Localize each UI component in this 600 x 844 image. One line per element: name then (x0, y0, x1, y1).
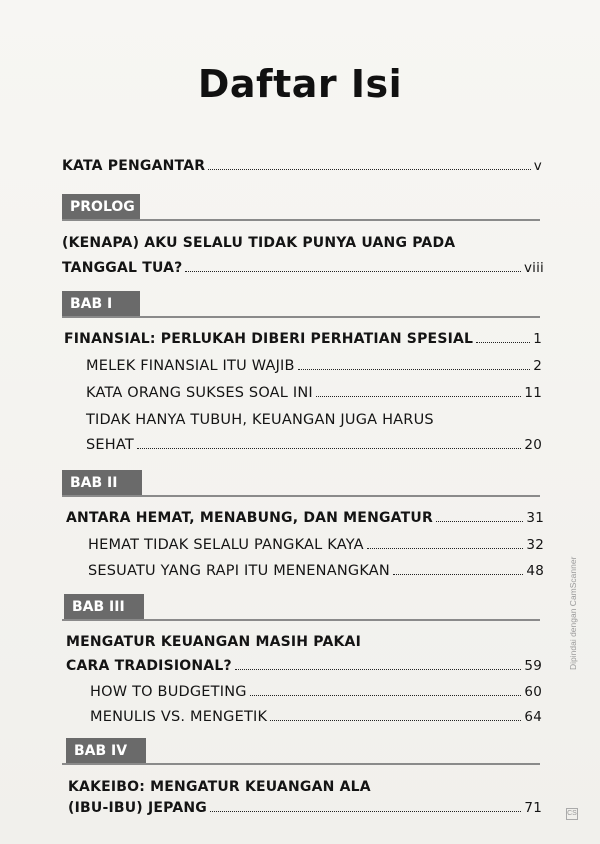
toc-entry-label: (IBU-IBU) JEPANG (68, 800, 207, 816)
toc-subentry-menulis-vs-mengetik (90, 709, 542, 725)
toc-entry-page: 32 (526, 537, 544, 553)
toc-subentry-tidak-hanya-tubuh-line1: TIDAK HANYA TUBUH, KEUANGAN JUGA HARUS (86, 412, 434, 428)
chapter-divider (62, 495, 540, 497)
toc-entry-kata-pengantar (62, 158, 542, 174)
chapter-label-bab1: BAB I (62, 291, 140, 317)
toc-entry-prolog-line1: (KENAPA) AKU SELALU TIDAK PUNYA UANG PADA (62, 235, 456, 251)
leader-dots (210, 811, 521, 812)
toc-entry-bab4-line1: KAKEIBO: MENGATUR KEUANGAN ALA (68, 779, 371, 795)
chapter-label-bab2: BAB II (62, 470, 142, 496)
toc-entry-page: 48 (526, 563, 544, 579)
toc-entry-page: viii (523, 260, 544, 276)
chapter-divider (62, 619, 540, 621)
toc-entry-bab2 (66, 510, 544, 526)
toc-entry-page: 59 (524, 658, 542, 674)
toc-entry-page: 1 (533, 331, 542, 347)
toc-entry-page: 31 (526, 510, 544, 526)
toc-entry-page: 71 (524, 800, 542, 816)
chapter-label-prolog: PROLOG (62, 194, 140, 220)
leader-dots (436, 521, 523, 522)
leader-dots (250, 695, 522, 696)
toc-entry-label: HOW TO BUDGETING (90, 684, 247, 700)
leader-dots (270, 720, 521, 721)
toc-entry-prolog (62, 260, 544, 276)
toc-entry-label: CARA TRADISIONAL? (66, 658, 232, 674)
toc-entry-bab3-line1: MENGATUR KEUANGAN MASIH PAKAI (66, 634, 361, 650)
toc-subentry-how-to-budgeting (90, 684, 542, 700)
toc-subentry-kata-orang-sukses (86, 385, 542, 401)
leader-dots (208, 169, 531, 170)
toc-subentry-sesuatu-yang-rapi (88, 563, 544, 579)
chapter-label-bab3: BAB III (64, 594, 144, 620)
leader-dots (137, 448, 521, 449)
toc-entry-label: MENULIS VS. MENGETIK (90, 709, 268, 725)
leader-dots (185, 271, 520, 272)
toc-entry-page: 60 (524, 684, 542, 700)
toc-entry-bab1 (64, 331, 542, 347)
toc-entry-label: SESUATU YANG RAPI ITU MENENANGKAN (88, 563, 390, 579)
toc-subentry-tidak-hanya-tubuh (86, 437, 542, 453)
toc-entry-page: v (533, 158, 542, 174)
toc-entry-label: KATA PENGANTAR (62, 158, 206, 174)
toc-entry-bab3 (66, 658, 542, 674)
chapter-divider (62, 219, 540, 221)
toc-entry-page: 2 (533, 358, 542, 374)
leader-dots (393, 574, 523, 575)
toc-entry-label: SEHAT (86, 437, 134, 453)
toc-entry-label: TANGGAL TUA? (62, 260, 183, 276)
camscanner-icon: CS (566, 808, 578, 820)
toc-entry-label: ANTARA HEMAT, MENABUNG, DAN MENGATUR (66, 510, 433, 526)
toc-entry-bab4 (68, 800, 542, 816)
leader-dots (316, 396, 522, 397)
toc-entry-page: 11 (524, 385, 542, 401)
toc-entry-label: HEMAT TIDAK SELALU PANGKAL KAYA (88, 537, 364, 553)
chapter-label-bab4: BAB IV (66, 738, 146, 764)
leader-dots (235, 669, 522, 670)
page-title: Daftar Isi (197, 62, 403, 106)
toc-subentry-hemat-tidak-selalu (88, 537, 544, 553)
toc-entry-label: FINANSIAL: PERLUKAH DIBERI PERHATIAN SPESIAL (64, 331, 474, 347)
toc-entry-label: MELEK FINANSIAL ITU WAJIB (86, 358, 295, 374)
leader-dots (476, 342, 530, 343)
toc-entry-page: 64 (524, 709, 542, 725)
chapter-divider (62, 763, 540, 765)
leader-dots (367, 548, 524, 549)
leader-dots (298, 369, 531, 370)
scanner-watermark: Dipindai dengan CamScanner (568, 556, 578, 670)
chapter-divider (62, 316, 540, 318)
toc-entry-page: 20 (524, 437, 542, 453)
toc-entry-label: KATA ORANG SUKSES SOAL INI (86, 385, 313, 401)
toc-subentry-melek-finansial (86, 358, 542, 374)
